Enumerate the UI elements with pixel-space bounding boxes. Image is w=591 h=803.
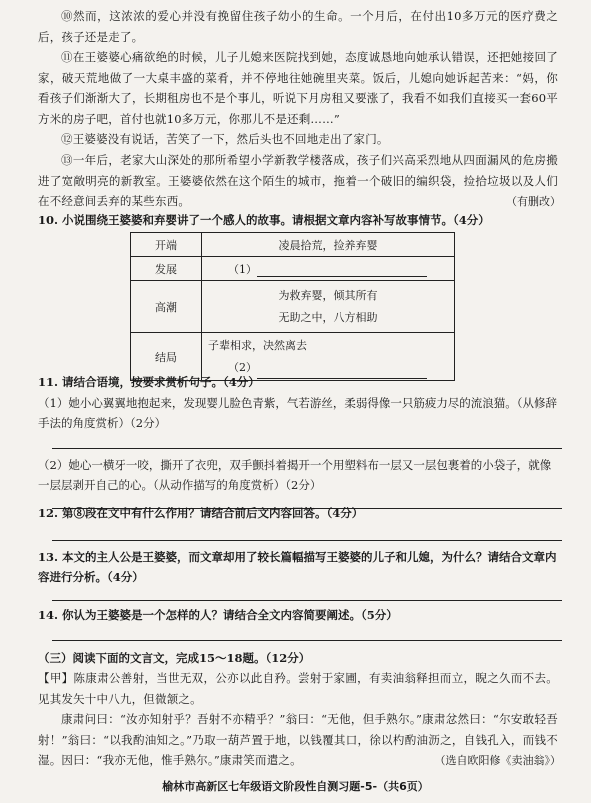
plot-content: 凌晨拾荒，捡养弃婴 — [202, 233, 455, 257]
plot-row-climax — [131, 281, 455, 333]
classical-text-paragraph-1: 【甲】陈康肃公善射，当世无双，公亦以此自矜。尝射于家圃，有卖油翁释担而立，睨之久而不去。见其发矢十中八九，但微颔之。 — [38, 671, 558, 706]
answer-line[interactable] — [52, 640, 562, 641]
section-3-heading: （三）阅读下面的文言文，完成15～18题。（12分） — [38, 651, 311, 665]
question-11-sentence-1: （1）她小心翼翼地抱起来，发现婴儿脸色青紫，气若游丝，柔弱得像一只筋疲力尽的流浪猫。（从修辞手法的角度赏析）（2分） — [38, 396, 558, 430]
classical-text-source: （选自欧阳修《卖油翁》） — [434, 754, 561, 767]
plot-row-opening — [131, 233, 455, 257]
story-paragraph-10: ⑩然而，这浓浓的爱心并没有挽留住孩子幼小的生命。一个月后，在付出10多万元的医疗费之后，孩子还是走了。 — [38, 9, 558, 44]
question-10: 10. 小说围绕王婆婆和弃婴讲了一个感人的故事。请根据文章内容补写故事情节。（4分） — [38, 213, 490, 227]
plot-label: 开端 — [131, 233, 202, 257]
blank-marker: （2） — [228, 360, 257, 374]
question-11-part-2 — [38, 455, 558, 495]
classical-text-paragraph-2: 康肃问曰：“汝亦知射乎？吾射不亦精乎？”翁曰：“无他，但手熟尔。”康肃忿然曰：“尔安敢轻吾射！”翁曰：“以我酌油知之。”乃取一葫芦置于地，以钱覆其口，徐以杓酌油沥之，自钱孔入，而钱不湿。因曰：“我亦无他，惟手熟尔。”康肃笑而遣之。 — [38, 712, 558, 767]
answer-line[interactable] — [52, 448, 562, 449]
story-paragraph-13: ⑬一年后，老家大山深处的那所希望小学新教学楼落成，孩子们兴高采烈地从四面漏风的危房搬进了宽敞明亮的新教室。王婆婆依然在这个陌生的城市，拖着一个破旧的编织袋，捡拾垃圾以及人们在不经意间丢弃的某些东西。 — [38, 153, 558, 208]
question-11-part-1 — [38, 393, 558, 433]
question-12: 12. 第⑧段在文中有什么作用？请结合前后文内容回答。（4分） — [38, 506, 364, 520]
answer-line[interactable] — [52, 540, 562, 541]
question-11: 11. 请结合语境，按要求赏析句子。（4分） — [38, 375, 260, 389]
plot-content — [202, 281, 455, 333]
story-paragraph-12: ⑫王婆婆没有说话，苦笑了一下，然后头也不回地走出了家门。 — [61, 132, 389, 146]
plot-table — [130, 232, 455, 381]
question-11-sentence-2: （2）她心一横牙一咬，撕开了衣兜，双手颤抖着揭开一个用塑料布一层又一层包裹着的小袋子，就像一层层剥开自己的心。（从动作描写的角度赏析）（2分） — [38, 458, 552, 492]
plot-answer-blank-1[interactable] — [202, 257, 455, 281]
answer-line[interactable] — [52, 600, 562, 601]
story-source-note: （有删改） — [506, 195, 561, 208]
plot-content-line: 子辈相求，决然离去 — [208, 338, 307, 352]
page-footer: 榆林市高新区七年级语文阶段性自测习题-5-（共6页） — [162, 780, 429, 793]
plot-content-line: 为救弃婴，倾其所有 — [278, 288, 378, 302]
blank-marker: （1） — [228, 262, 257, 276]
answer-line[interactable] — [257, 264, 427, 277]
plot-label: 高潮 — [131, 281, 202, 333]
question-13: 13. 本文的主人公是王婆婆，而文章却用了较长篇幅描写王婆婆的儿子和儿媳，为什么？请结合文章内容进行分析。（4分） — [38, 550, 557, 584]
plot-label: 结局 — [131, 333, 202, 381]
plot-label: 发展 — [131, 257, 202, 281]
plot-row-development — [131, 257, 455, 281]
story-paragraph-11: ⑪在王婆婆心痛欲绝的时候，儿子儿媳来医院找到她，态度诚恳地向她承认错误，还把她接回了家，破天荒地做了一大桌丰盛的菜肴，并不停地往她碗里夹菜。饭后，儿媳向她诉起苦来：“妈，你看孩子们渐渐大了，长期租房也不是个事儿，听说下月房租又要涨了，我看不如我们直接买一套60平方米的房子吧，首付也就10多万元，你那儿不是还剩……” — [38, 50, 558, 126]
plot-content-line: 无助之中，八方相助 — [278, 310, 378, 324]
question-14: 14. 你认为王婆婆是一个怎样的人？请结合全文内容简要阐述。（5分） — [38, 608, 398, 622]
